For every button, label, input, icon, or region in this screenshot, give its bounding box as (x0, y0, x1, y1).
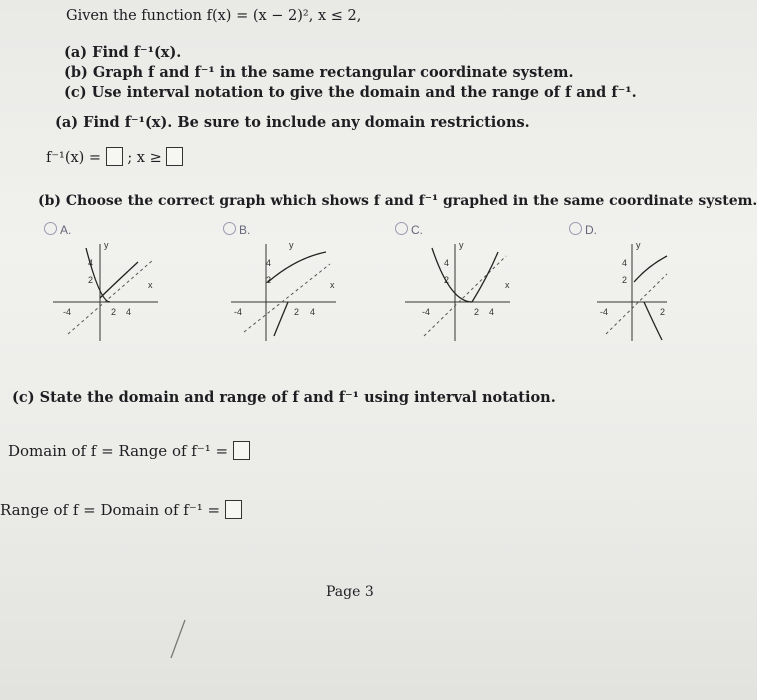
svg-text:2: 2 (294, 307, 300, 317)
svg-text:4: 4 (310, 307, 316, 317)
pen-mark (165, 618, 189, 662)
y-axis-label-b: y (289, 240, 294, 250)
svg-text:4: 4 (88, 258, 94, 268)
inverse-answer-row (46, 147, 183, 166)
domain-row (8, 441, 250, 460)
question-b-prompt: (b) Choose the correct graph which shows f and f⁻¹ graphed in the same coordinate system. (38, 193, 757, 209)
radio-d[interactable] (569, 222, 582, 235)
option-b[interactable]: B. (223, 219, 250, 238)
svg-text:4: 4 (266, 258, 272, 268)
svg-text:4: 4 (444, 258, 450, 268)
part-c-text: (c) Use interval notation to give the domain and the range of f and f⁻¹. (64, 84, 637, 101)
svg-text:-4: -4 (234, 307, 243, 317)
graph-a (48, 236, 166, 346)
svg-text:2: 2 (88, 275, 94, 285)
option-a[interactable]: A. (44, 219, 71, 238)
range-label: Range of f = Domain of f⁻¹ = (0, 501, 221, 519)
question-a-prompt: (a) Find f⁻¹(x). Be sure to include any domain restrictions. (55, 114, 530, 131)
svg-text:2: 2 (474, 307, 480, 317)
svg-text:4: 4 (489, 307, 495, 317)
svg-text:2: 2 (111, 307, 117, 317)
radio-b[interactable] (223, 222, 236, 235)
question-c-prompt: (c) State the domain and range of f and f⁻¹ using interval notation. (12, 389, 556, 406)
y-axis-label-d: y (636, 240, 641, 250)
range-row (0, 500, 242, 519)
part-a-text: (a) Find f⁻¹(x). (64, 44, 182, 61)
domain-label: Domain of f = Range of f⁻¹ = (8, 442, 229, 460)
svg-text:2: 2 (444, 275, 450, 285)
radio-c[interactable] (395, 222, 408, 235)
option-c[interactable]: C. (395, 219, 423, 238)
svg-text:-4: -4 (600, 307, 609, 317)
inverse-lhs: f⁻¹(x) = (46, 150, 102, 166)
x-axis-label-c: x (505, 280, 510, 290)
svg-text:2: 2 (622, 275, 628, 285)
graph-c (400, 236, 518, 346)
graph-b (226, 236, 344, 346)
svg-text:-4: -4 (422, 307, 431, 317)
svg-text:-4: -4 (63, 307, 72, 317)
page-number: Page 3 (326, 584, 374, 600)
range-answer-box[interactable] (225, 500, 242, 519)
y-axis-label-c: y (459, 240, 464, 250)
option-d[interactable]: D. (569, 219, 597, 238)
svg-text:4: 4 (622, 258, 628, 268)
restriction-answer-box[interactable] (166, 147, 183, 166)
svg-text:4: 4 (126, 307, 132, 317)
domain-restriction-sep: ; x ≥ (127, 150, 162, 166)
radio-a[interactable] (44, 222, 57, 235)
inverse-answer-box[interactable] (106, 147, 123, 166)
x-axis-label-a: x (148, 280, 153, 290)
given-function: Given the function f(x) = (x − 2)², x ≤ 2, (66, 8, 362, 24)
domain-answer-box[interactable] (233, 441, 250, 460)
y-axis-label-a: y (104, 240, 109, 250)
graph-d (592, 236, 667, 346)
svg-text:2: 2 (660, 307, 666, 317)
svg-text:2: 2 (266, 275, 272, 285)
x-axis-label-b: x (330, 280, 335, 290)
part-b-text: (b) Graph f and f⁻¹ in the same rectangular coordinate system. (64, 64, 574, 81)
